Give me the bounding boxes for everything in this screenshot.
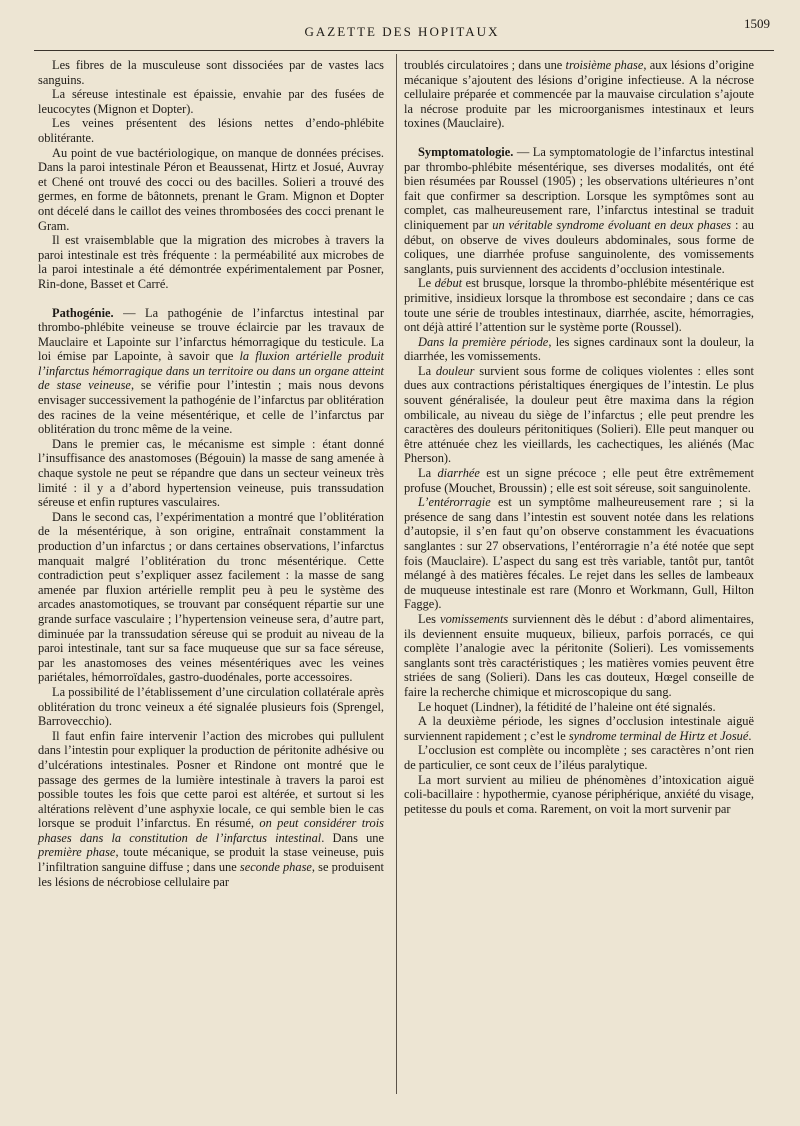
text-run: Les xyxy=(418,611,441,626)
section-heading: Pathogénie. xyxy=(52,305,114,320)
text-run: La xyxy=(418,363,436,378)
column-divider xyxy=(396,54,397,1094)
paragraph: Au point de vue bactériologique, on manque de données précises. Dans la paroi intestinale Péron et Beaussenat, Hirtz et Josué, Auvray et Chené ont trouvé des cocci ou des bacilles. Solieri a trouvé des germes, en forme de bâtonnets, prenant le Gram. Mignon et Dopter ont décelé dans le caillot des veines thrombosées des cocci prenant le Gram. xyxy=(38,145,384,233)
paragraph xyxy=(404,466,754,495)
text-run: Le xyxy=(418,276,435,291)
header-rule xyxy=(34,50,774,51)
text-run: — La pathogénie de l’infarctus intestinal par thrombo-phlébite veineuse se trouve éclaircie par les travaux de Mauclaire et Lapointe sur l’infarctus hémorragique du testicule. La loi émise par Lapointe, à savoir que xyxy=(38,305,384,364)
text-run: survient sous forme de coliques violentes : elles sont dues aux contractions péristaltiques énergiques de l’intestin. Le plus souvent généralisée, la douleur peut être maxima dans la région ombilicale, au niveau du siège de l’infarctus ; elle peut prendre les caractères des douleurs péritonitiques (Solieri). Elle peut manquer ou être atténuée chez les vieillards, les cachectiques, les aliénés (Mac Pherson). xyxy=(404,363,754,466)
text-run: est un signe précoce ; elle peut être extrêmement profuse (Mouchet, Broussin) ; elle est soit séreuse, soit sanguinolente. xyxy=(404,466,755,495)
text-run: : au début, on observe de vives douleurs abdominales, sous forme de coliques, une diarrhée profuse sanguinolente, des vomissements sanglants, puis surviennent des accidents d’occlusion intestinale. xyxy=(404,217,754,276)
text-run: , se produisent les lésions de nécrobiose cellulaire par xyxy=(38,860,384,889)
text-run: troublés circulatoires ; dans une xyxy=(404,58,566,72)
italic-run: diarrhée xyxy=(437,466,480,481)
left-column xyxy=(38,58,384,889)
italic-run: début xyxy=(434,276,463,291)
paragraph xyxy=(38,729,384,890)
text-run: La xyxy=(418,466,438,481)
text-run: . xyxy=(748,728,752,743)
right-column xyxy=(404,58,754,816)
paragraph: Il est vraisemblable que la migration des microbes à travers la paroi intestinale est très fréquente : la perméabilité aux microbes de la paroi intestinale a été démontrée expérimentalement par Posner, Rin-done, Basset et Carré. xyxy=(38,233,384,291)
italic-run: seconde phase xyxy=(239,860,312,875)
text-run: , les signes cardinaux sont la douleur, la diarrhée, les vomissements. xyxy=(404,334,754,364)
italic-run: douleur xyxy=(435,363,475,378)
paragraph xyxy=(404,335,754,364)
text-run: A la deuxième période, les signes d’occlusion intestinale aiguë surviennent rapidement ; c’est le xyxy=(404,714,754,743)
italic-run: on peut considérer trois phases dans la constitution de l’infarctus intestinal xyxy=(38,816,384,845)
paragraph xyxy=(404,276,754,334)
text-run: est un symptôme malheureusement rare ; si la présence de sang dans l’intestin est souvent notée dans les relations d’autopsie, il s’en faut qu’on observe constamment les évacuations sanglantes : sur 27 observations, l’entérorragie n’a été notée que sept fois (Mauclaire). L’aspect du sang est très variable, tantôt pur, tantôt mélangé à des matières fécales. Le rejet dans les selles de lambeaux de muqueuse intestinale est rare (Monro et Workmann, Gull, Hilton Fagge). xyxy=(404,495,754,612)
paragraph: Dans le premier cas, le mécanisme est simple : étant donné l’insuffisance des anastomoses (Bégouin) la masse de sang amenée à chaque systole ne peut se répandre que dans un secteur veineux très limité : il y a d’abord hypertension veineuse, puis transsudation séreuse et enfin ruptures vasculaires. xyxy=(38,436,384,510)
paragraph: La mort survient au milieu de phénomènes d’intoxication aiguë coli-bacillaire : hypothermie, cyanose périphérique, anxiété du visage, petitesse du pouls et coma. Rarement, on voit la mort survenir par xyxy=(404,772,754,816)
paragraph xyxy=(404,495,754,612)
paragraph: L’occlusion est complète ou incomplète ; ses caractères n’ont rien de particulier, ce sont ceux de l’iléus paralytique. xyxy=(404,743,754,772)
text-run: , aux lésions d’origine mécanique s’ajoutent des lésions d’origine infectieuse. A la nécrose cellulaire préparée et commencée par la mauvaise circulation s’ajoute la nécrose produite par les microorganismes intestinaux et leurs toxines (Mauclaire). xyxy=(404,58,754,131)
italic-run: syndrome terminal de Hirtz et Josué xyxy=(568,728,749,743)
italic-run: un véritable syndrome évoluant en deux phases xyxy=(492,217,732,232)
paragraph: Le hoquet (Lindner), la fétidité de l’haleine ont été signalés. xyxy=(418,699,716,714)
page-header xyxy=(34,16,770,48)
paragraph: Les fibres de la musculeuse sont dissociées par de vastes lacs sanguins. xyxy=(38,58,384,87)
italic-run: Dans la première période xyxy=(418,334,549,349)
paragraph xyxy=(404,612,754,700)
text-run: . Dans une xyxy=(321,830,384,845)
paragraph xyxy=(404,714,754,743)
section-pathogenie xyxy=(38,306,384,437)
text-run: , toute mécanique, se produit la stase veineuse, puis l’infiltration sanguine diffuse ; dans une xyxy=(38,845,384,875)
italic-run: la fluxion artérielle produit l’infarctus hémorragique dans un territoire ou dans un organe atteint de stase veineuse xyxy=(38,349,384,393)
italic-run: troisième phase xyxy=(565,58,644,72)
italic-run: L’entérorragie xyxy=(418,495,491,510)
text-run: est brusque, lorsque la thrombo-phlébite mésentérique est primitive, insidieux lorsque la thrombose est secondaire ; dans ce cas toute une série de troubles intestinaux, diarrhée, ascite, hémorragies, ont déjà attiré l’attention sur le système porte (Roussel). xyxy=(404,276,754,335)
italic-run: vomissements xyxy=(440,611,509,626)
paragraph: La séreuse intestinale est épaissie, envahie par des fusées de leucocytes (Mignon et Dopter). xyxy=(38,87,384,116)
text-run: , se vérifie pour l’intestin ; mais nous devons envisager successivement la pathogénie de l’infarctus par oblitération des racines de la veine mésentérique, et celle de l’infarctus par oblitération du tronc même de la veine. xyxy=(38,378,385,437)
paragraph xyxy=(404,364,754,466)
paragraph: Dans le second cas, l’expérimentation a montré que l’oblitération de la mésentérique, à son origine, entraînait constamment la production d’un infarctus ; or dans certaines observations, l’infarctus manquait malgré l’oblitération du tronc mésentérique. Cette contradiction peut s’expliquer assez facilement : la masse de sang amenée par fluxion artérielle remplit peu à peu le système des arcades anastomotiques, se trouvant par conséquent répartie sur une grande surface vasculaire ; l’hypertension veineuse sera, d’autre part, diminuée par la transsudation séreuse qui se produit au niveau de la paroi intestinale, tant sur sa face muqueuse que sur sa face séreuse, par les anastomoses des veines mésentériques avec les veines pariétales, hémorroïdales, gastro-duodénales, porte accessoires. xyxy=(38,509,384,685)
paragraph: Les veines présentent des lésions nettes d’endo-phlébite oblitérante. xyxy=(38,116,384,145)
section-symptomatologie xyxy=(404,145,754,276)
text-run: — La symptomatologie de l’infarctus intestinal par thrombo-phlébite mésentérique, ses diverses modalités, ont été bien résumées par Roussel (1905) ; les observations ultérieures n’ont fait que confirmer sa description. Lorsque les symptômes sont au complet, cas malheureusement rare, l’infarctus intestinal se traduit cliniquement par xyxy=(404,144,754,232)
text-run: surviennent dès le début : d’abord alimentaires, ils deviennent ensuite muqueux, bilieux, parfois porracés, ce qui complète l’analogie avec la péritonite (Solieri). Les vomissements sanglants sont très caractéristiques ; les matières vomies peuvent être striées de sang (Solieri). Dans les cas douteux, Hœgel conseille de faire la recherche chimique et microscopique du sang. xyxy=(404,611,754,699)
running-title: GAZETTE DES HOPITAUX xyxy=(304,24,500,39)
paragraph: La possibilité de l’établissement d’une circulation collatérale après oblitération du tronc veineux a été signalée plusieurs fois (Sprengel, Barrovecchio). xyxy=(38,684,384,729)
text-run: Il faut enfin faire intervenir l’action des microbes qui pullulent dans l’intestin pour expliquer la production de péritonite adhésive ou d’ulcérations intestinales. Posner et Rindone ont montré que le passage des germes de la lumière intestinale à travers la paroi est possible toutes les fois que cette paroi est altérée, et surtout si les altérations relèvent d’une asphyxie locale, ce qui semble bien le cas lorsque se produit l’infarctus. En résumé, xyxy=(38,728,384,831)
page-number: 1509 xyxy=(744,16,770,31)
italic-run: première phase xyxy=(38,845,116,860)
paragraph xyxy=(404,58,754,131)
section-heading: Symptomatologie. xyxy=(418,144,514,159)
